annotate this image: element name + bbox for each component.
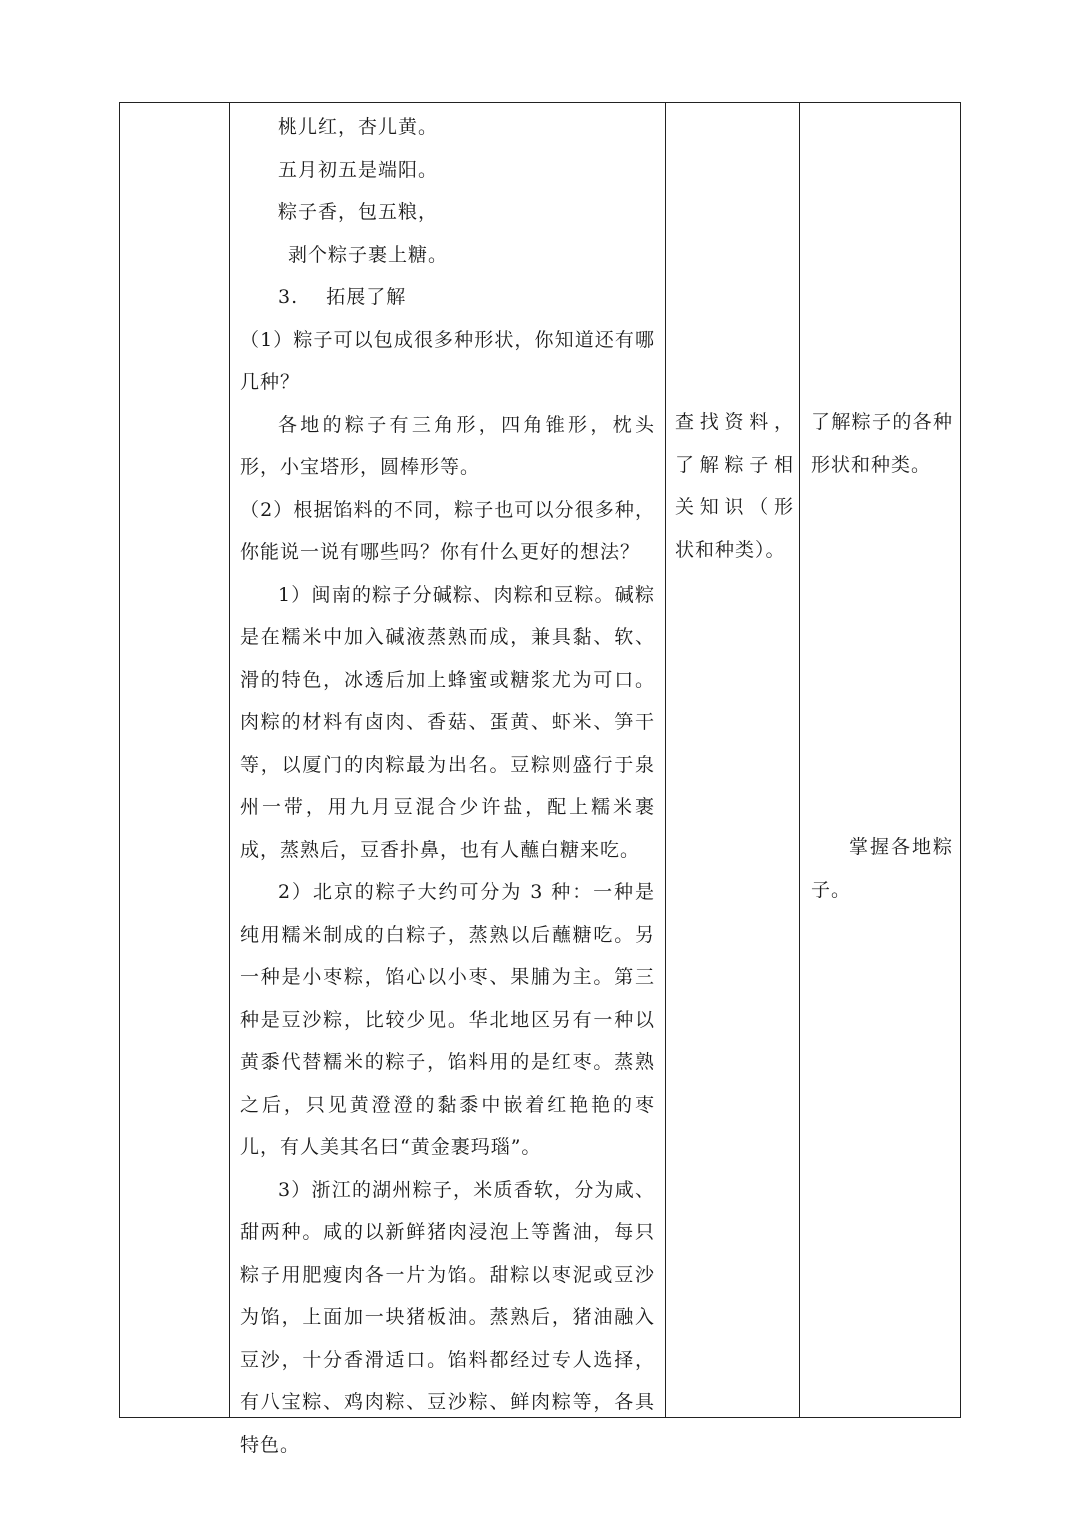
poem-line: 粽子香，包五粮，: [278, 201, 439, 223]
goal-text-1: 了解粽子的各种形状和种类。: [811, 411, 953, 476]
goal-cell: [801, 401, 961, 486]
poem-line: 桃儿红，杏儿黄。: [278, 116, 439, 138]
section-heading: 3. 拓展了解: [278, 286, 407, 308]
poem-line: 剥个粽子裹上糖。: [288, 243, 449, 266]
answer-item-1: 1）闽南的粽子分碱粽、肉粽和豆粽。碱粽是在糯米中加入碱液蒸熟而成，兼具黏、软、滑的特色，冰透后加上蜂蜜或糖浆尤为可口。肉粽的材料有卤肉、香菇、蛋黄、虾米、笋干等，以厦门的肉粽最为出名。豆粽则盛行于泉州一带，用九月豆混合少许盐，配上糯米裹成，蒸熟后，豆香扑鼻，也有人蘸白糖来吃。: [240, 583, 655, 861]
goal-text-2: 掌握各地粽子。: [811, 836, 953, 901]
answer-1: 各地的粽子有三角形，四角锥形，枕头形，小宝塔形，圆棒形等。: [240, 413, 655, 478]
column-divider: [799, 103, 800, 1417]
goal-cell: [801, 826, 961, 911]
poem-line: 五月初五是端阳。: [278, 158, 439, 181]
activity-cell: [667, 401, 800, 571]
question-2: （2）根据馅料的不同，粽子也可以分很多种，你能说一说有哪些吗？你有什么更好的想法？: [240, 498, 655, 563]
question-1: （1）粽子可以包成很多种形状，你知道还有哪几种？: [240, 328, 655, 393]
answer-item-2: 2）北京的粽子大约可分为 3 种：一种是纯用糯米制成的白粽子，蒸熟以后蘸糖吃。另一种是小枣粽，馅心以小枣、果脯为主。第三种是豆沙粽，比较少见。华北地区另有一种以黄黍代替糯米的粽子，馅料用的是红枣。蒸熟之后，只见黄澄澄的黏黍中嵌着红艳艳的枣儿，有人美其名曰“黄金裹玛瑙”。: [240, 881, 655, 1158]
column-divider: [665, 103, 666, 1417]
activity-text: 查找资料，了解粽子相关知识（形状和种类）。: [675, 411, 794, 561]
answer-item-3: 3）浙江的湖州粽子，米质香软，分为咸、甜两种。咸的以新鲜猪肉浸泡上等酱油，每只粽子用肥瘦肉各一片为馅。甜粽以枣泥或豆沙为馅，上面加一块猪板油。蒸熟后，猪油融入豆沙，十分香滑适口。馅料都经过专人选择，有八宝粽、鸡肉粽、豆沙粽、鲜肉粽等，各具特色。: [240, 1178, 655, 1456]
content-cell: [230, 106, 665, 1466]
lesson-table: [119, 102, 961, 1456]
